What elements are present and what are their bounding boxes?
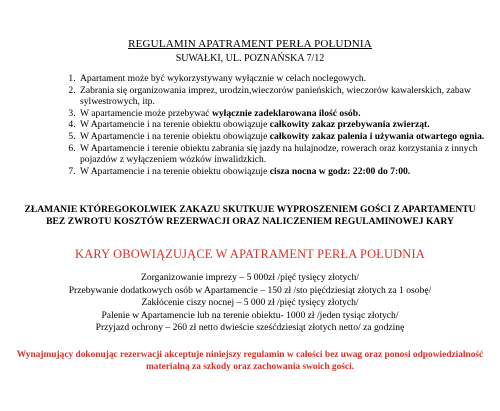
penalties-heading: KARY OBOWIĄZUJĄCE W APATRAMENT PERŁA POŁUDNIA (75, 247, 425, 261)
rule-text: Apartament może być wykorzystywany wyłącznie w celach noclegowych. (80, 73, 367, 84)
rule-text: Zabrania się organizowania imprez, urodzin,wieczorów panieńskich, wieczorów kawalerskich, zabaw sylwestrowych, itp. (80, 84, 471, 108)
penalty-item: Przyjazd ochrony – 260 zł netto dwieście sześćdziesiąt złotych netto/ za godzinę (95, 322, 405, 334)
rule-item (78, 166, 500, 178)
rule-text: W apartamencie może przebywać (80, 107, 212, 119)
rule-item (78, 119, 500, 131)
violation-warning: ZŁAMANIE KTÓREGOKOLWIEK ZAKAZU SKUTKUJE WYPROSZENIEM GOŚCI Z APARTAMENTU BEZ ZWROTU KOSZTÓW REZERWACJI ORAZ NALICZENIEM REGULAMINOWEJ KARY (24, 204, 476, 227)
rule-text: W Apartamencie i na terenie obiektu obowiązuje (80, 130, 270, 142)
rule-text: W Apartamencie i na terenie obiektu obowiązuje (80, 119, 270, 131)
rule-text: W Apartamencie i na terenie obiektu obowiązuje (80, 165, 270, 177)
rule-item (78, 108, 500, 120)
rules-list (40, 73, 500, 177)
rule-item (78, 131, 500, 143)
rule-emphasis: wyłącznie zadeklarowana ilość osób. (211, 107, 361, 119)
penalty-item: Zakłócenie ciszy nocnej – 5 000 zł /pięć tysięcy złotych/ (141, 297, 359, 309)
rule-item (78, 85, 500, 108)
rule-text: W Apartamencie i terenie obiektu zabrania się jazdy na hulajnodze, rowerach oraz korzystania z innych pojazdów z wyłączeniem wózków inwalidzkich. (80, 142, 478, 166)
rule-emphasis: cisza nocna w godz: 22:00 do 7:00. (269, 165, 411, 177)
rule-item (78, 73, 500, 85)
penalty-item: Palenie w Apartamencie lub na terenie obiektu- 1000 zł /jeden tysiąc złotych/ (101, 309, 399, 321)
document-title: REGULAMIN APATRAMENT PERŁA POŁUDNIA (128, 38, 372, 50)
document-address: SUWAŁKI, UL. POZNAŃSKA 7/12 (175, 53, 325, 64)
rule-emphasis: całkowity zakaz przebywania zwierząt. (269, 119, 430, 131)
rule-emphasis: całkowity zakaz palenia i używania otwartego ognia. (269, 130, 485, 142)
penalty-item: Przebywanie dodatkowych osób w Apartamencie – 150 zł /sto pięćdziesiąt złotych za 1 osobę/ (68, 284, 432, 296)
rule-item (78, 143, 500, 166)
penalty-item: Zorganizowanie imprezy – 5 000zł /pięć tysięcy złotych/ (140, 272, 359, 283)
penalties-list (10, 272, 490, 335)
acceptance-notice: Wynajmujący dokonując rezerwacji akceptuje niniejszy regulamin w całości bez uwag oraz ponosi odpowiedzialność materialną za szkody oraz zachowania swoich gości. (16, 350, 484, 373)
